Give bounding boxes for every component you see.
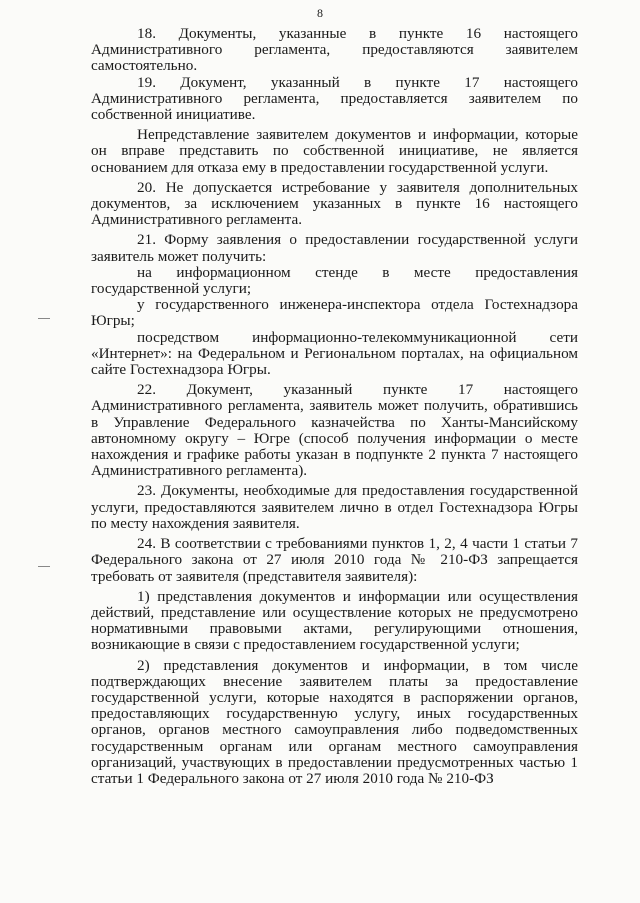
- paragraph-24-1: 1) представления документов и информации или осуществления действий, представление или осуществление которых не предусмотрено нормативными правовыми актами, регулирующими отношения, возникающие в связи с предоставлением государственной услуги;: [91, 587, 578, 654]
- list-item-internet: посредством информационно-телекоммуникационной сети «Интернет»: на Федеральном и Региональном порталах, на официальном сайте Гостехнадзора Югры.: [91, 328, 578, 379]
- margin-mark: [38, 318, 50, 319]
- paragraph-22: 22. Документ, указанный пункте 17 настоящего Административного регламента, заявитель может получить, обратившись в Управление Федерального казначейства по Ханты-Мансийскому автономному округу – Югре (способ получения информации о месте нахождения и графике работы указан в подпункте 2 пункта 7 настоящего Административного регламента).: [91, 381, 578, 480]
- paragraph-21: 21. Форму заявления о предоставлении государственной услуги заявитель может получить:: [91, 231, 578, 265]
- paragraph-non-submission: Непредставление заявителем документов и информации, которые он вправе представить по собственной инициативе, не является основанием для отказа ему в предоставлении государственной услуги.: [91, 126, 578, 176]
- paragraph-24: 24. В соответствии с требованиями пунктов 1, 2, 4 части 1 статьи 7 Федерального закона от 27 июля 2010 года № 210-ФЗ запрещается требовать от заявителя (представителя заявителя):: [91, 535, 578, 585]
- margin-mark: [38, 566, 50, 567]
- document-body: [91, 26, 578, 787]
- paragraph-20: 20. Не допускается истребование у заявителя дополнительных документов, за исключением указанных в пункте 16 настоящего Административного регламента.: [91, 178, 578, 229]
- paragraph-23: 23. Документы, необходимые для предоставления государственной услуги, предоставляются заявителем лично в отдел Гостехнадзора Югры по месту нахождения заявителя.: [91, 482, 578, 532]
- paragraph-24-2: 2) представления документов и информации, в том числе подтверждающих внесение заявителем платы за предоставление государственной услуги, которые находятся в распоряжении органов, предоставляющих государственную услугу, иных государственных органов, органов местного самоуправления либо подведомственных государственным органам или органам местного самоуправления организаций, участвующих в предоставлении предусмотренных частью 1 статьи 1 Федерального закона от 27 июля 2010 года № 210-ФЗ: [91, 656, 578, 787]
- list-item-inspector: у государственного инженера-инспектора отдела Гостехнадзора Югры;: [91, 296, 578, 330]
- paragraph-19: 19. Документ, указанный в пункте 17 настоящего Административного регламента, предоставляется заявителем по собственной инициативе.: [91, 73, 578, 124]
- page-number: 8: [317, 6, 323, 20]
- paragraph-18: 18. Документы, указанные в пункте 16 настоящего Административного регламента, предоставляются заявителем самостоятельно.: [91, 25, 578, 75]
- list-item-info-stand: на информационном стенде в месте предоставления государственной услуги;: [91, 263, 578, 298]
